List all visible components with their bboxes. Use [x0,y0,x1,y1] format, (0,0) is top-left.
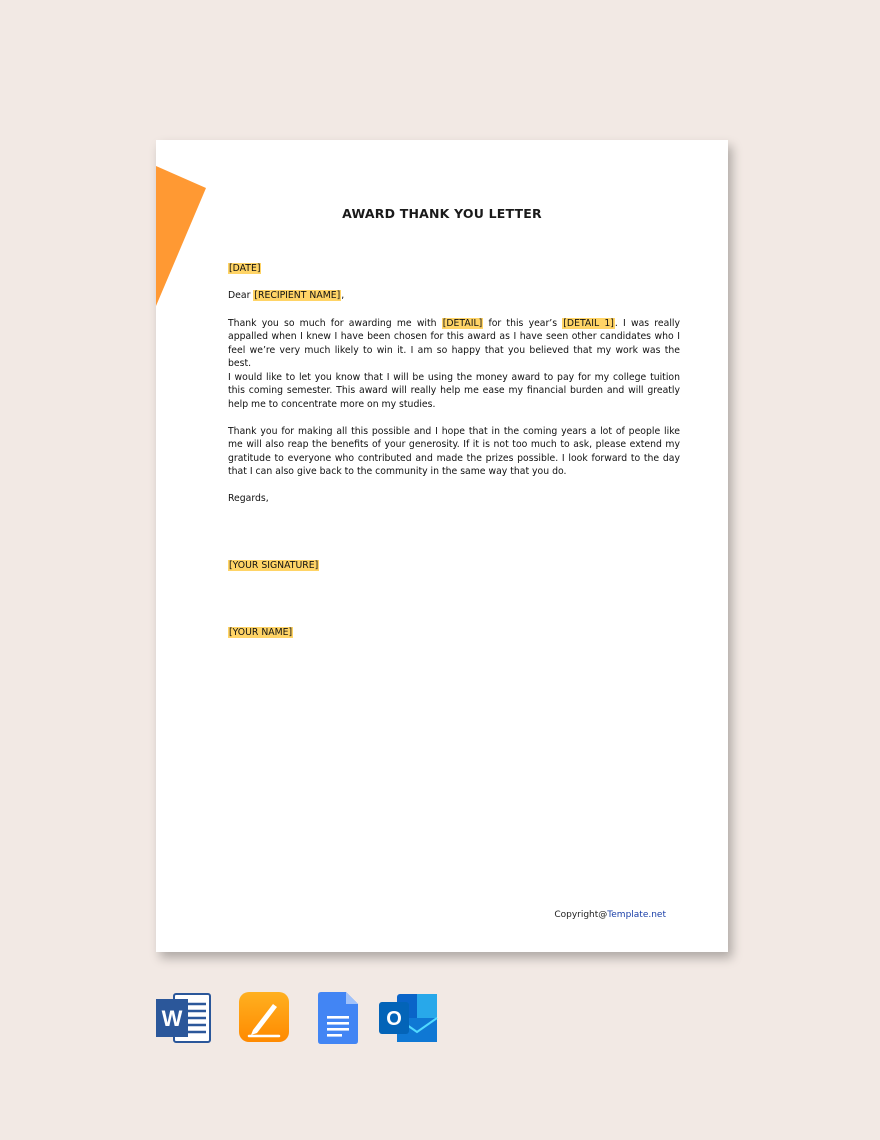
paragraph-1 [228,317,680,370]
letter-page [156,140,728,952]
closing: Regards, [228,493,269,504]
outlook-icon[interactable] [379,992,439,1049]
salutation [228,289,680,302]
detail-1-placeholder: [DETAIL 1] [563,318,614,329]
date-placeholder: [DATE] [229,263,261,274]
pages-icon[interactable] [239,992,291,1049]
paragraph-2: I would like to let you know that I will be using the money award to pay for my college tuition this coming semester. This award will really help me ease my financial burden and will greatly help me to concentrate more on my studies. [228,372,680,410]
detail-placeholder: [DETAIL] [442,318,483,329]
paragraph-1-text-a: Thank you so much for awarding me with [228,318,437,329]
recipient-placeholder: [RECIPIENT NAME] [254,290,341,301]
word-letter: W [161,1006,183,1031]
google-docs-icon[interactable] [318,992,360,1049]
word-icon[interactable] [156,992,212,1049]
outlook-letter: O [386,1008,402,1030]
template-net-link[interactable]: Template.net [607,910,666,920]
copyright-prefix: Copyright@ [554,910,608,920]
letter-title: AWARD THANK YOU LETTER [342,206,542,221]
paragraph-1-text-c: . I was really appalled when I knew I have been chosen for this award as I have seen other candidates who I feel we’re very much likely to win it. I am so happy that you believed that my work was the best. [228,318,680,369]
salutation-suffix: , [341,290,345,301]
paragraph-3: Thank you for making all this possible and I hope that in the coming years a lot of people like me will also reap the benefits of your generosity. If it is not too much to ask, please extend my gratitude to everyone who contributed and made the prizes possible. I look forward to the day that I can also give back to the community in the same way that you do. [228,426,680,477]
name-placeholder: [YOUR NAME] [229,627,293,638]
paragraph-1-text-b: for this year’s [488,318,558,329]
signature-placeholder: [YOUR SIGNATURE] [229,560,319,571]
salutation-prefix: Dear [228,290,251,301]
orange-corner-decoration [156,140,216,310]
copyright [554,910,666,920]
